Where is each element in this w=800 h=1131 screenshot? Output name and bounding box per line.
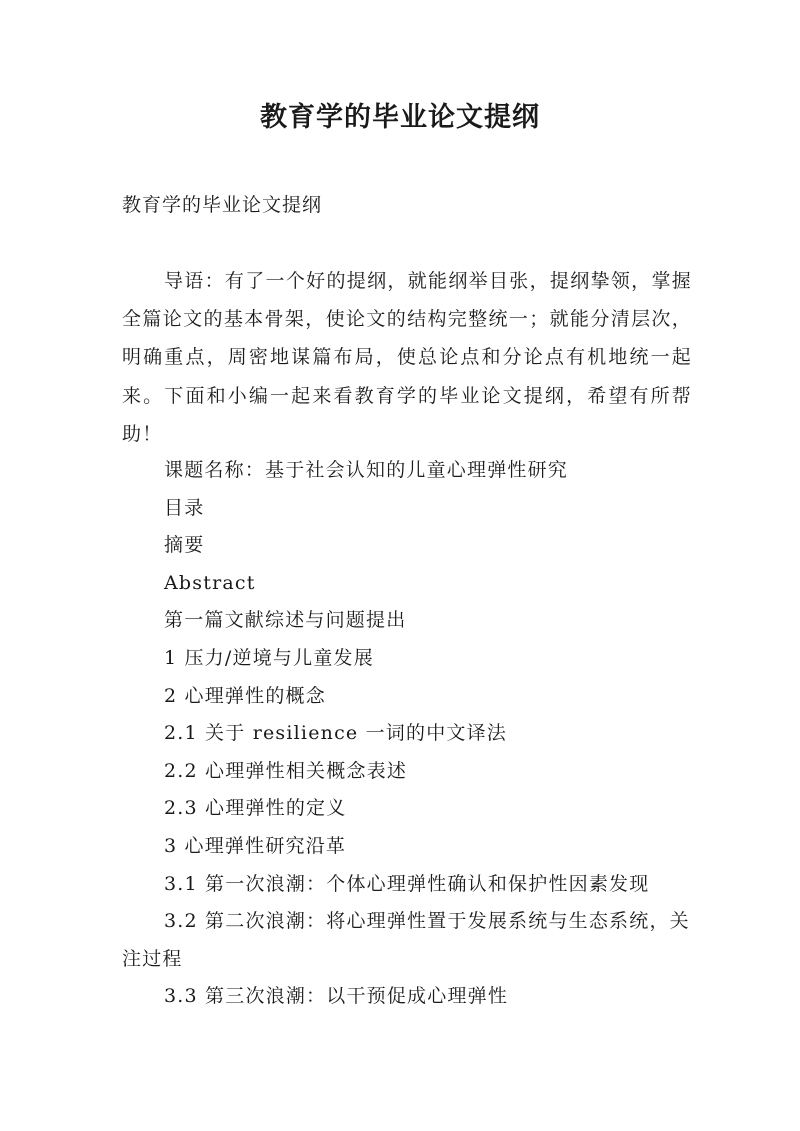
intro-paragraph: 导语：有了一个好的提纲，就能纲举目张，提纲挚领，掌握全篇论文的基本骨架，使论文的结构完整统一；就能分清层次，明确重点，周密地谋篇布局，使总论点和分论点有机地统一起来。下面和小编一起来看教育学的毕业论文提纲，希望有所帮助！ bbox=[122, 270, 692, 445]
outline-item: 3.1 第一次浪潮：个体心理弹性确认和保护性因素发现 bbox=[164, 872, 650, 895]
outline-item: 2.2 心理弹性相关概念表述 bbox=[164, 759, 408, 782]
outline-item: 第一篇文献综述与问题提出 bbox=[164, 609, 407, 632]
outline-item: 摘要 bbox=[164, 534, 205, 557]
outline-item: 3.3 第三次浪潮：以干预促成心理弹性 bbox=[164, 985, 509, 1008]
outline-item: 目录 bbox=[164, 496, 205, 519]
outline-item: 1 压力/逆境与儿童发展 bbox=[164, 646, 374, 669]
document-title: 教育学的毕业论文提纲 bbox=[260, 102, 540, 133]
outline-item: 课题名称：基于社会认知的儿童心理弹性研究 bbox=[164, 459, 569, 481]
outline-list bbox=[122, 452, 692, 1016]
outline-item: 3.2 第二次浪潮：将心理弹性置于发展系统与生态系统，关注过程 bbox=[122, 910, 690, 970]
outline-item: 2 心理弹性的概念 bbox=[164, 684, 326, 707]
outline-item: 2.3 心理弹性的定义 bbox=[164, 797, 347, 820]
document-subtitle: 教育学的毕业论文提纲 bbox=[122, 194, 323, 216]
outline-item: 3 心理弹性研究沿革 bbox=[164, 834, 347, 857]
outline-item: Abstract bbox=[164, 571, 256, 594]
outline-item: 2.1 关于 resilience 一词的中文译法 bbox=[164, 722, 508, 745]
